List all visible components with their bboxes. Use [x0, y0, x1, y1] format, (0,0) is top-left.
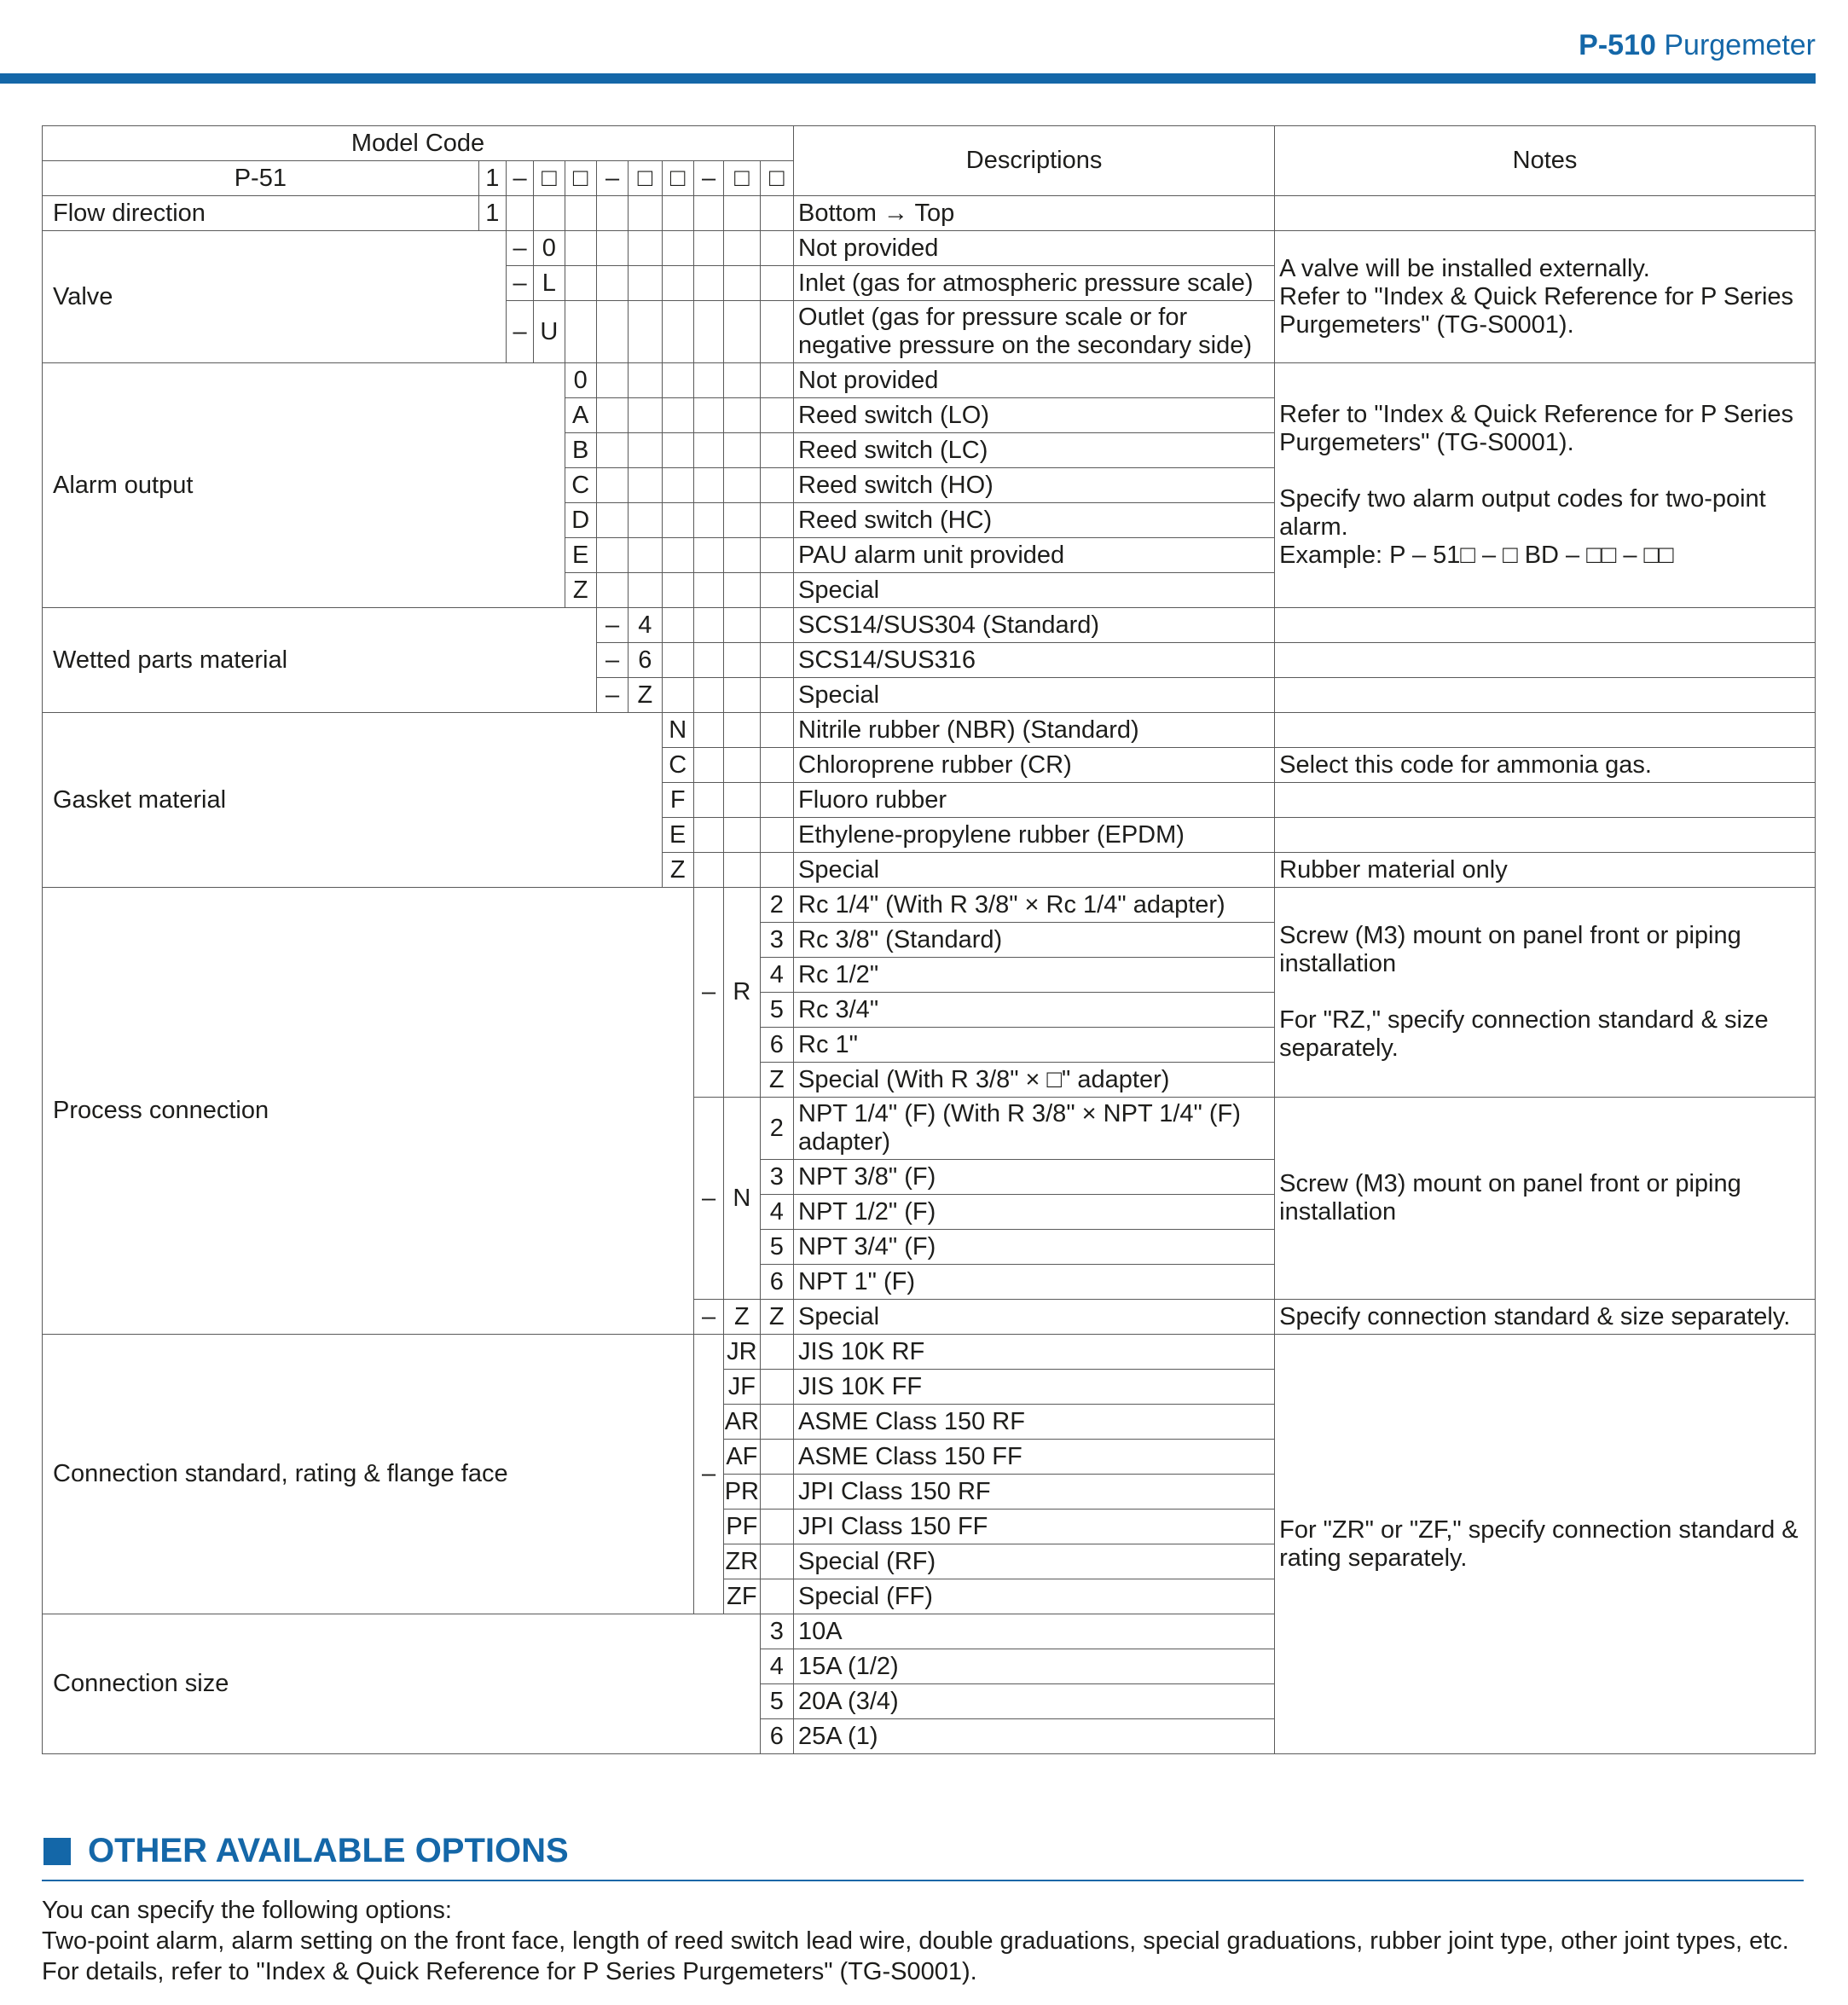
empty-cell: [724, 853, 760, 888]
description-cell: Not provided: [794, 231, 1275, 266]
empty-cell: [693, 196, 723, 231]
item-alarm-output: Alarm output: [43, 363, 565, 608]
code-cell: E: [662, 818, 693, 853]
empty-cell: [596, 301, 628, 363]
empty-cell: [760, 1440, 793, 1475]
code-cell: 4: [760, 958, 793, 993]
note-cell: [1275, 196, 1816, 231]
table-row: [43, 231, 1816, 266]
code-cell: A: [565, 398, 596, 433]
code-cell: D: [565, 503, 596, 538]
description-cell: JIS 10K FF: [794, 1370, 1275, 1405]
empty-cell: [662, 231, 693, 266]
code-cell: 2: [760, 888, 793, 923]
empty-cell: [662, 433, 693, 468]
section-marker: [43, 1838, 71, 1865]
empty-cell: [596, 196, 628, 231]
code-cell: AR: [724, 1405, 760, 1440]
description-cell: Ethylene-propylene rubber (EPDM): [794, 818, 1275, 853]
empty-cell: [629, 266, 662, 301]
options-body: Two-point alarm, alarm setting on the front face, length of reed switch lead wire, double graduations, special graduations, rubber joint type, other joint types, etc. For details, refer to "Index & Quick Reference for P Series Purgemeters" (TG-S0001).: [42, 1927, 1789, 1985]
code-symbol: –: [693, 161, 723, 196]
options-heading: [43, 1832, 569, 1870]
empty-cell: [760, 748, 793, 783]
code-cell: N: [662, 713, 693, 748]
code-cell: –: [693, 1098, 723, 1300]
description-cell: 20A (3/4): [794, 1684, 1275, 1719]
code-symbol: □: [629, 161, 662, 196]
note-cell: Rubber material only: [1275, 853, 1816, 888]
empty-cell: [565, 301, 596, 363]
empty-cell: [662, 573, 693, 608]
code-cell: 6: [760, 1719, 793, 1754]
description-cell: ASME Class 150 RF: [794, 1405, 1275, 1440]
code-cell: L: [534, 266, 565, 301]
empty-cell: [693, 783, 723, 818]
empty-cell: [693, 301, 723, 363]
empty-cell: [760, 1510, 793, 1544]
code-cell: –: [596, 643, 628, 678]
page-header-title: [1579, 29, 1816, 62]
note-cell: Specify connection standard & size separately.: [1275, 1300, 1816, 1335]
description-cell: ASME Class 150 FF: [794, 1440, 1275, 1475]
empty-cell: [693, 713, 723, 748]
code-cell: 6: [629, 643, 662, 678]
code-cell: U: [534, 301, 565, 363]
code-cell: 3: [760, 1614, 793, 1649]
empty-cell: [760, 818, 793, 853]
empty-cell: [629, 301, 662, 363]
table-row: [43, 608, 1816, 643]
empty-cell: [596, 363, 628, 398]
empty-cell: [693, 266, 723, 301]
code-cell: 5: [760, 1230, 793, 1265]
description-cell: Bottom → Top: [794, 196, 1275, 231]
description-cell: NPT 3/4" (F): [794, 1230, 1275, 1265]
note-cell: [1275, 608, 1816, 643]
empty-cell: [693, 608, 723, 643]
empty-cell: [724, 468, 760, 503]
item-wetted-parts: Wetted parts material: [43, 608, 597, 713]
descriptions-header: Descriptions: [794, 126, 1275, 196]
code-cell: 4: [629, 608, 662, 643]
empty-cell: [662, 363, 693, 398]
empty-cell: [693, 818, 723, 853]
description-cell: Reed switch (LO): [794, 398, 1275, 433]
empty-cell: [724, 363, 760, 398]
model-code-header: Model Code: [43, 126, 794, 161]
empty-cell: [565, 196, 596, 231]
note-cell: [1275, 713, 1816, 748]
item-process-connection: Process connection: [43, 888, 694, 1335]
code-cell: R: [724, 888, 760, 1098]
empty-cell: [596, 398, 628, 433]
note-cell: [1275, 818, 1816, 853]
empty-cell: [724, 748, 760, 783]
empty-cell: [724, 678, 760, 713]
empty-cell: [629, 433, 662, 468]
empty-cell: [596, 503, 628, 538]
empty-cell: [760, 713, 793, 748]
table-row: [43, 196, 1816, 231]
empty-cell: [724, 433, 760, 468]
code-cell: E: [565, 538, 596, 573]
note-cell: [1275, 643, 1816, 678]
empty-cell: [760, 853, 793, 888]
code-cell: 2: [760, 1098, 793, 1160]
note-process-r: Screw (M3) mount on panel front or piping installation For "RZ," specify connection standard & size separately.: [1275, 888, 1816, 1098]
description-cell: Reed switch (HO): [794, 468, 1275, 503]
code-cell: –: [693, 1300, 723, 1335]
description-cell: Special: [794, 1300, 1275, 1335]
code-cell: 1: [478, 196, 506, 231]
empty-cell: [724, 818, 760, 853]
item-connection-standard: Connection standard, rating & flange face: [43, 1335, 694, 1614]
empty-cell: [760, 231, 793, 266]
code-symbol: □: [760, 161, 793, 196]
empty-cell: [596, 468, 628, 503]
code-cell: 0: [565, 363, 596, 398]
empty-cell: [760, 1579, 793, 1614]
code-cell: B: [565, 433, 596, 468]
code-symbol: 1: [478, 161, 506, 196]
empty-cell: [629, 196, 662, 231]
empty-cell: [506, 196, 533, 231]
code-cell: Z: [724, 1300, 760, 1335]
description-cell: JPI Class 150 RF: [794, 1475, 1275, 1510]
code-cell: 0: [534, 231, 565, 266]
empty-cell: [760, 301, 793, 363]
empty-cell: [629, 468, 662, 503]
header-model: P-510: [1579, 29, 1656, 61]
description-cell: Special (RF): [794, 1544, 1275, 1579]
empty-cell: [629, 503, 662, 538]
note-valve: A valve will be installed externally. Refer to "Index & Quick Reference for P Series Purgemeters" (TG-S0001).: [1275, 231, 1816, 363]
description-cell: 15A (1/2): [794, 1649, 1275, 1684]
empty-cell: [662, 468, 693, 503]
item-valve: Valve: [43, 231, 507, 363]
description-cell: SCS14/SUS304 (Standard): [794, 608, 1275, 643]
empty-cell: [693, 853, 723, 888]
empty-cell: [693, 573, 723, 608]
empty-cell: [760, 573, 793, 608]
description-cell: NPT 1/4" (F) (With R 3/8" × NPT 1/4" (F) adapter): [794, 1098, 1275, 1160]
code-cell: C: [662, 748, 693, 783]
table-row: [43, 713, 1816, 748]
empty-cell: [724, 196, 760, 231]
empty-cell: [662, 301, 693, 363]
empty-cell: [760, 1544, 793, 1579]
note-alarm: Refer to "Index & Quick Reference for P Series Purgemeters" (TG-S0001). Specify two alarm output codes for two-point alarm. Example: P – 51□ – □ BD – □□ – □□: [1275, 363, 1816, 608]
description-cell: Rc 1/2": [794, 958, 1275, 993]
empty-cell: [693, 643, 723, 678]
code-cell: Z: [629, 678, 662, 713]
code-cell: Z: [565, 573, 596, 608]
code-cell: 6: [760, 1028, 793, 1063]
empty-cell: [724, 538, 760, 573]
code-cell: 6: [760, 1265, 793, 1300]
empty-cell: [629, 398, 662, 433]
empty-cell: [596, 538, 628, 573]
code-cell: N: [724, 1098, 760, 1300]
empty-cell: [596, 573, 628, 608]
header-title: Purgemeter: [1664, 29, 1816, 61]
empty-cell: [724, 608, 760, 643]
code-cell: –: [693, 888, 723, 1098]
code-cell: –: [693, 1335, 723, 1614]
code-cell: Z: [760, 1300, 793, 1335]
empty-cell: [760, 643, 793, 678]
empty-cell: [693, 748, 723, 783]
description-cell: PAU alarm unit provided: [794, 538, 1275, 573]
description-cell: JIS 10K RF: [794, 1335, 1275, 1370]
description-cell: Reed switch (LC): [794, 433, 1275, 468]
item-flow-direction: Flow direction: [43, 196, 479, 231]
notes-header: Notes: [1275, 126, 1816, 196]
code-cell: 5: [760, 1684, 793, 1719]
code-symbol: –: [596, 161, 628, 196]
empty-cell: [629, 363, 662, 398]
empty-cell: [760, 783, 793, 818]
empty-cell: [724, 503, 760, 538]
description-cell: SCS14/SUS316: [794, 643, 1275, 678]
description-cell: Inlet (gas for atmospheric pressure scale): [794, 266, 1275, 301]
code-cell: Z: [662, 853, 693, 888]
code-cell: C: [565, 468, 596, 503]
description-cell: Special: [794, 573, 1275, 608]
empty-cell: [629, 538, 662, 573]
empty-cell: [565, 231, 596, 266]
empty-cell: [760, 196, 793, 231]
empty-cell: [724, 713, 760, 748]
empty-cell: [760, 363, 793, 398]
options-intro: You can specify the following options:: [42, 1897, 452, 1924]
empty-cell: [693, 503, 723, 538]
item-gasket-material: Gasket material: [43, 713, 663, 888]
empty-cell: [760, 538, 793, 573]
description-cell: Rc 3/4": [794, 993, 1275, 1028]
description-cell: NPT 1" (F): [794, 1265, 1275, 1300]
model-code-table: [42, 125, 1816, 1754]
empty-cell: [724, 398, 760, 433]
description-cell: Special: [794, 853, 1275, 888]
empty-cell: [693, 231, 723, 266]
code-cell: PF: [724, 1510, 760, 1544]
code-cell: –: [596, 608, 628, 643]
empty-cell: [693, 398, 723, 433]
empty-cell: [565, 266, 596, 301]
code-cell: 3: [760, 923, 793, 958]
empty-cell: [662, 643, 693, 678]
code-cell: Z: [760, 1063, 793, 1098]
code-symbol: □: [565, 161, 596, 196]
table-row: [43, 888, 1816, 923]
note-connection-standard: For "ZR" or "ZF," specify connection standard & rating separately.: [1275, 1335, 1816, 1754]
description-cell: Special (With R 3/8" × □" adapter): [794, 1063, 1275, 1098]
description-cell: Special: [794, 678, 1275, 713]
empty-cell: [596, 433, 628, 468]
description-cell: 10A: [794, 1614, 1275, 1649]
code-cell: JR: [724, 1335, 760, 1370]
note-process-n: Screw (M3) mount on panel front or piping installation: [1275, 1098, 1816, 1300]
code-cell: 3: [760, 1160, 793, 1195]
code-symbol: –: [506, 161, 533, 196]
description-cell: Reed switch (HC): [794, 503, 1275, 538]
code-cell: –: [506, 266, 533, 301]
empty-cell: [662, 503, 693, 538]
empty-cell: [724, 266, 760, 301]
table-row: [43, 363, 1816, 398]
empty-cell: [534, 196, 565, 231]
description-cell: Chloroprene rubber (CR): [794, 748, 1275, 783]
empty-cell: [662, 266, 693, 301]
empty-cell: [693, 468, 723, 503]
empty-cell: [662, 398, 693, 433]
description-cell: NPT 3/8" (F): [794, 1160, 1275, 1195]
empty-cell: [596, 231, 628, 266]
options-text: [42, 1895, 1816, 1987]
empty-cell: [629, 231, 662, 266]
table-row: [43, 126, 1816, 161]
empty-cell: [662, 196, 693, 231]
description-cell: JPI Class 150 FF: [794, 1510, 1275, 1544]
description-cell: NPT 1/2" (F): [794, 1195, 1275, 1230]
description-cell: Rc 3/8" (Standard): [794, 923, 1275, 958]
empty-cell: [596, 266, 628, 301]
empty-cell: [760, 433, 793, 468]
empty-cell: [724, 231, 760, 266]
empty-cell: [693, 433, 723, 468]
code-cell: JF: [724, 1370, 760, 1405]
empty-cell: [760, 1370, 793, 1405]
description-cell: Fluoro rubber: [794, 783, 1275, 818]
code-symbol: □: [534, 161, 565, 196]
empty-cell: [693, 678, 723, 713]
description-cell: Rc 1": [794, 1028, 1275, 1063]
code-cell: 5: [760, 993, 793, 1028]
empty-cell: [724, 783, 760, 818]
description-cell: 25A (1): [794, 1719, 1275, 1754]
empty-cell: [760, 266, 793, 301]
options-rule: [42, 1880, 1804, 1881]
empty-cell: [760, 678, 793, 713]
empty-cell: [760, 1335, 793, 1370]
empty-cell: [629, 573, 662, 608]
empty-cell: [760, 468, 793, 503]
code-symbol: □: [724, 161, 760, 196]
empty-cell: [760, 1405, 793, 1440]
empty-cell: [760, 503, 793, 538]
code-symbol: □: [662, 161, 693, 196]
empty-cell: [760, 398, 793, 433]
description-cell: Nitrile rubber (NBR) (Standard): [794, 713, 1275, 748]
empty-cell: [724, 301, 760, 363]
empty-cell: [724, 573, 760, 608]
empty-cell: [760, 1475, 793, 1510]
description-cell: Outlet (gas for pressure scale or for negative pressure on the secondary side): [794, 301, 1275, 363]
code-cell: –: [596, 678, 628, 713]
code-cell: PR: [724, 1475, 760, 1510]
code-cell: –: [506, 301, 533, 363]
item-connection-size: Connection size: [43, 1614, 761, 1754]
empty-cell: [662, 538, 693, 573]
header-rule: [0, 73, 1816, 84]
code-cell: F: [662, 783, 693, 818]
code-cell: 4: [760, 1649, 793, 1684]
code-prefix: P-51: [43, 161, 479, 196]
code-cell: 4: [760, 1195, 793, 1230]
table-row: [43, 1335, 1816, 1370]
empty-cell: [724, 643, 760, 678]
description-cell: Rc 1/4" (With R 3/8" × Rc 1/4" adapter): [794, 888, 1275, 923]
note-cell: [1275, 678, 1816, 713]
code-cell: –: [506, 231, 533, 266]
code-cell: AF: [724, 1440, 760, 1475]
empty-cell: [693, 538, 723, 573]
description-cell: Special (FF): [794, 1579, 1275, 1614]
description-cell: Not provided: [794, 363, 1275, 398]
options-title: OTHER AVAILABLE OPTIONS: [88, 1832, 569, 1869]
code-cell: ZF: [724, 1579, 760, 1614]
empty-cell: [662, 678, 693, 713]
empty-cell: [760, 608, 793, 643]
note-cell: [1275, 783, 1816, 818]
empty-cell: [662, 608, 693, 643]
code-cell: ZR: [724, 1544, 760, 1579]
empty-cell: [693, 363, 723, 398]
note-cell: Select this code for ammonia gas.: [1275, 748, 1816, 783]
